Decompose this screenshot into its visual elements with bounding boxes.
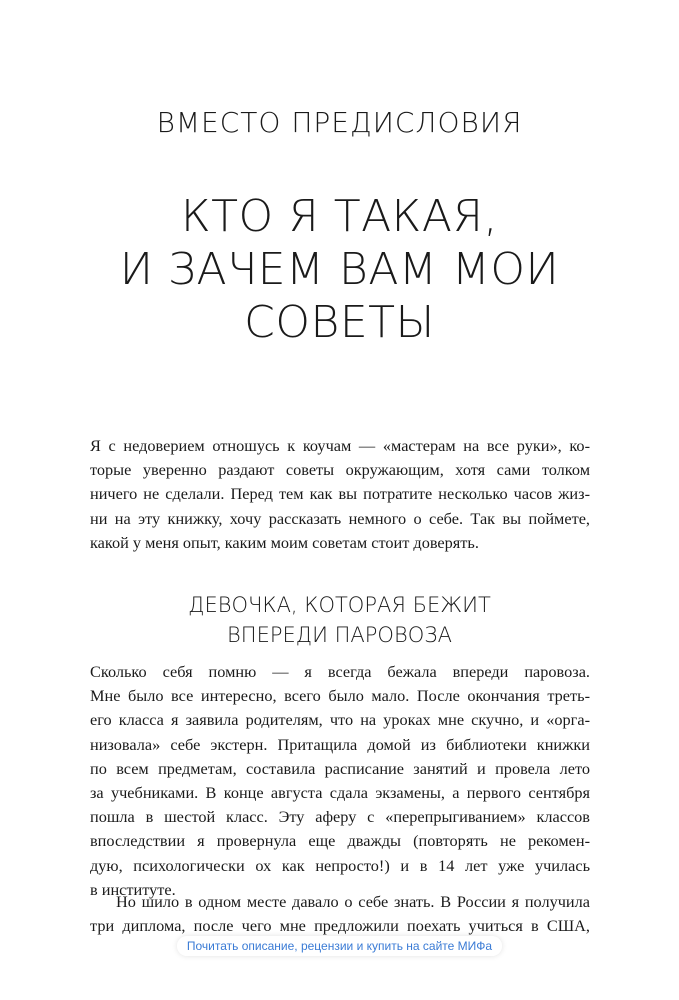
text-line: в институте.	[90, 879, 176, 899]
section-heading-line: ДЕВОЧКА, КОТОРАЯ БЕЖИТ	[188, 593, 491, 617]
text-line: Мне было все интересно, всего было мало. После окончания треть-	[90, 686, 590, 706]
body-paragraph-2	[90, 890, 590, 938]
chapter-title-line: И ЗАЧЕМ ВАМ МОИ	[119, 244, 560, 295]
text-line: ни на эту книжку, хочу рассказать немного о себе. Так вы поймете,	[90, 508, 590, 528]
section-heading-line: ВПЕРЕДИ ПАРОВОЗА	[227, 623, 452, 647]
text-line: три диплома, после чего мне предложили поехать учиться в США,	[90, 916, 590, 936]
text-line: низовала» себе экстерн. Притащила домой из библиотеки книжки	[90, 734, 590, 754]
buy-on-mif-link[interactable]: Почитать описание, рецензии и купить на сайте МИФа	[177, 936, 502, 956]
text-line: его класса я заявила родителям, что на уроках мне скучно, и «орга-	[90, 710, 590, 730]
text-line: пошла в шестой класс. Эту аферу с «перепрыгиванием» классов	[90, 807, 590, 827]
body-paragraph-1	[90, 660, 590, 902]
text-line: торые уверенно раздают советы окружающим, хотя сами толком	[90, 460, 590, 480]
text-line: за учебниками. В конце августа сдала экзамены, а первого сентября	[90, 783, 590, 803]
text-line: Я с недоверием отношусь к коучам — «мастерам на все руки», ко-	[90, 436, 590, 455]
chapter-title-line: КТО Я ТАКАЯ,	[181, 191, 498, 242]
text-line: Сколько себя помню — я всегда бежала впереди паровоза.	[90, 662, 590, 681]
text-line: впоследствии я провернула еще дважды (повторять не рекомен-	[90, 831, 590, 851]
chapter-kicker: ВМЕСТО ПРЕДИСЛОВИЯ	[156, 106, 523, 139]
text-line: по всем предметам, составила расписание занятий и провела лето	[90, 758, 590, 778]
section-heading	[0, 590, 679, 650]
text-line: дую, психологически ох как непросто!) и в 14 лет уже училась	[90, 855, 590, 875]
text-line: Но шило в одном месте давало о себе знать. В России я получила	[116, 892, 590, 911]
intro-paragraph	[90, 434, 590, 555]
chapter-title-line: СОВЕТЫ	[244, 297, 435, 348]
chapter-title	[0, 190, 679, 349]
text-line: какой у меня опыт, каким моим советам стоит доверять.	[90, 532, 479, 552]
text-line: ничего не сделали. Перед тем как вы потратите несколько часов жиз-	[90, 484, 590, 504]
